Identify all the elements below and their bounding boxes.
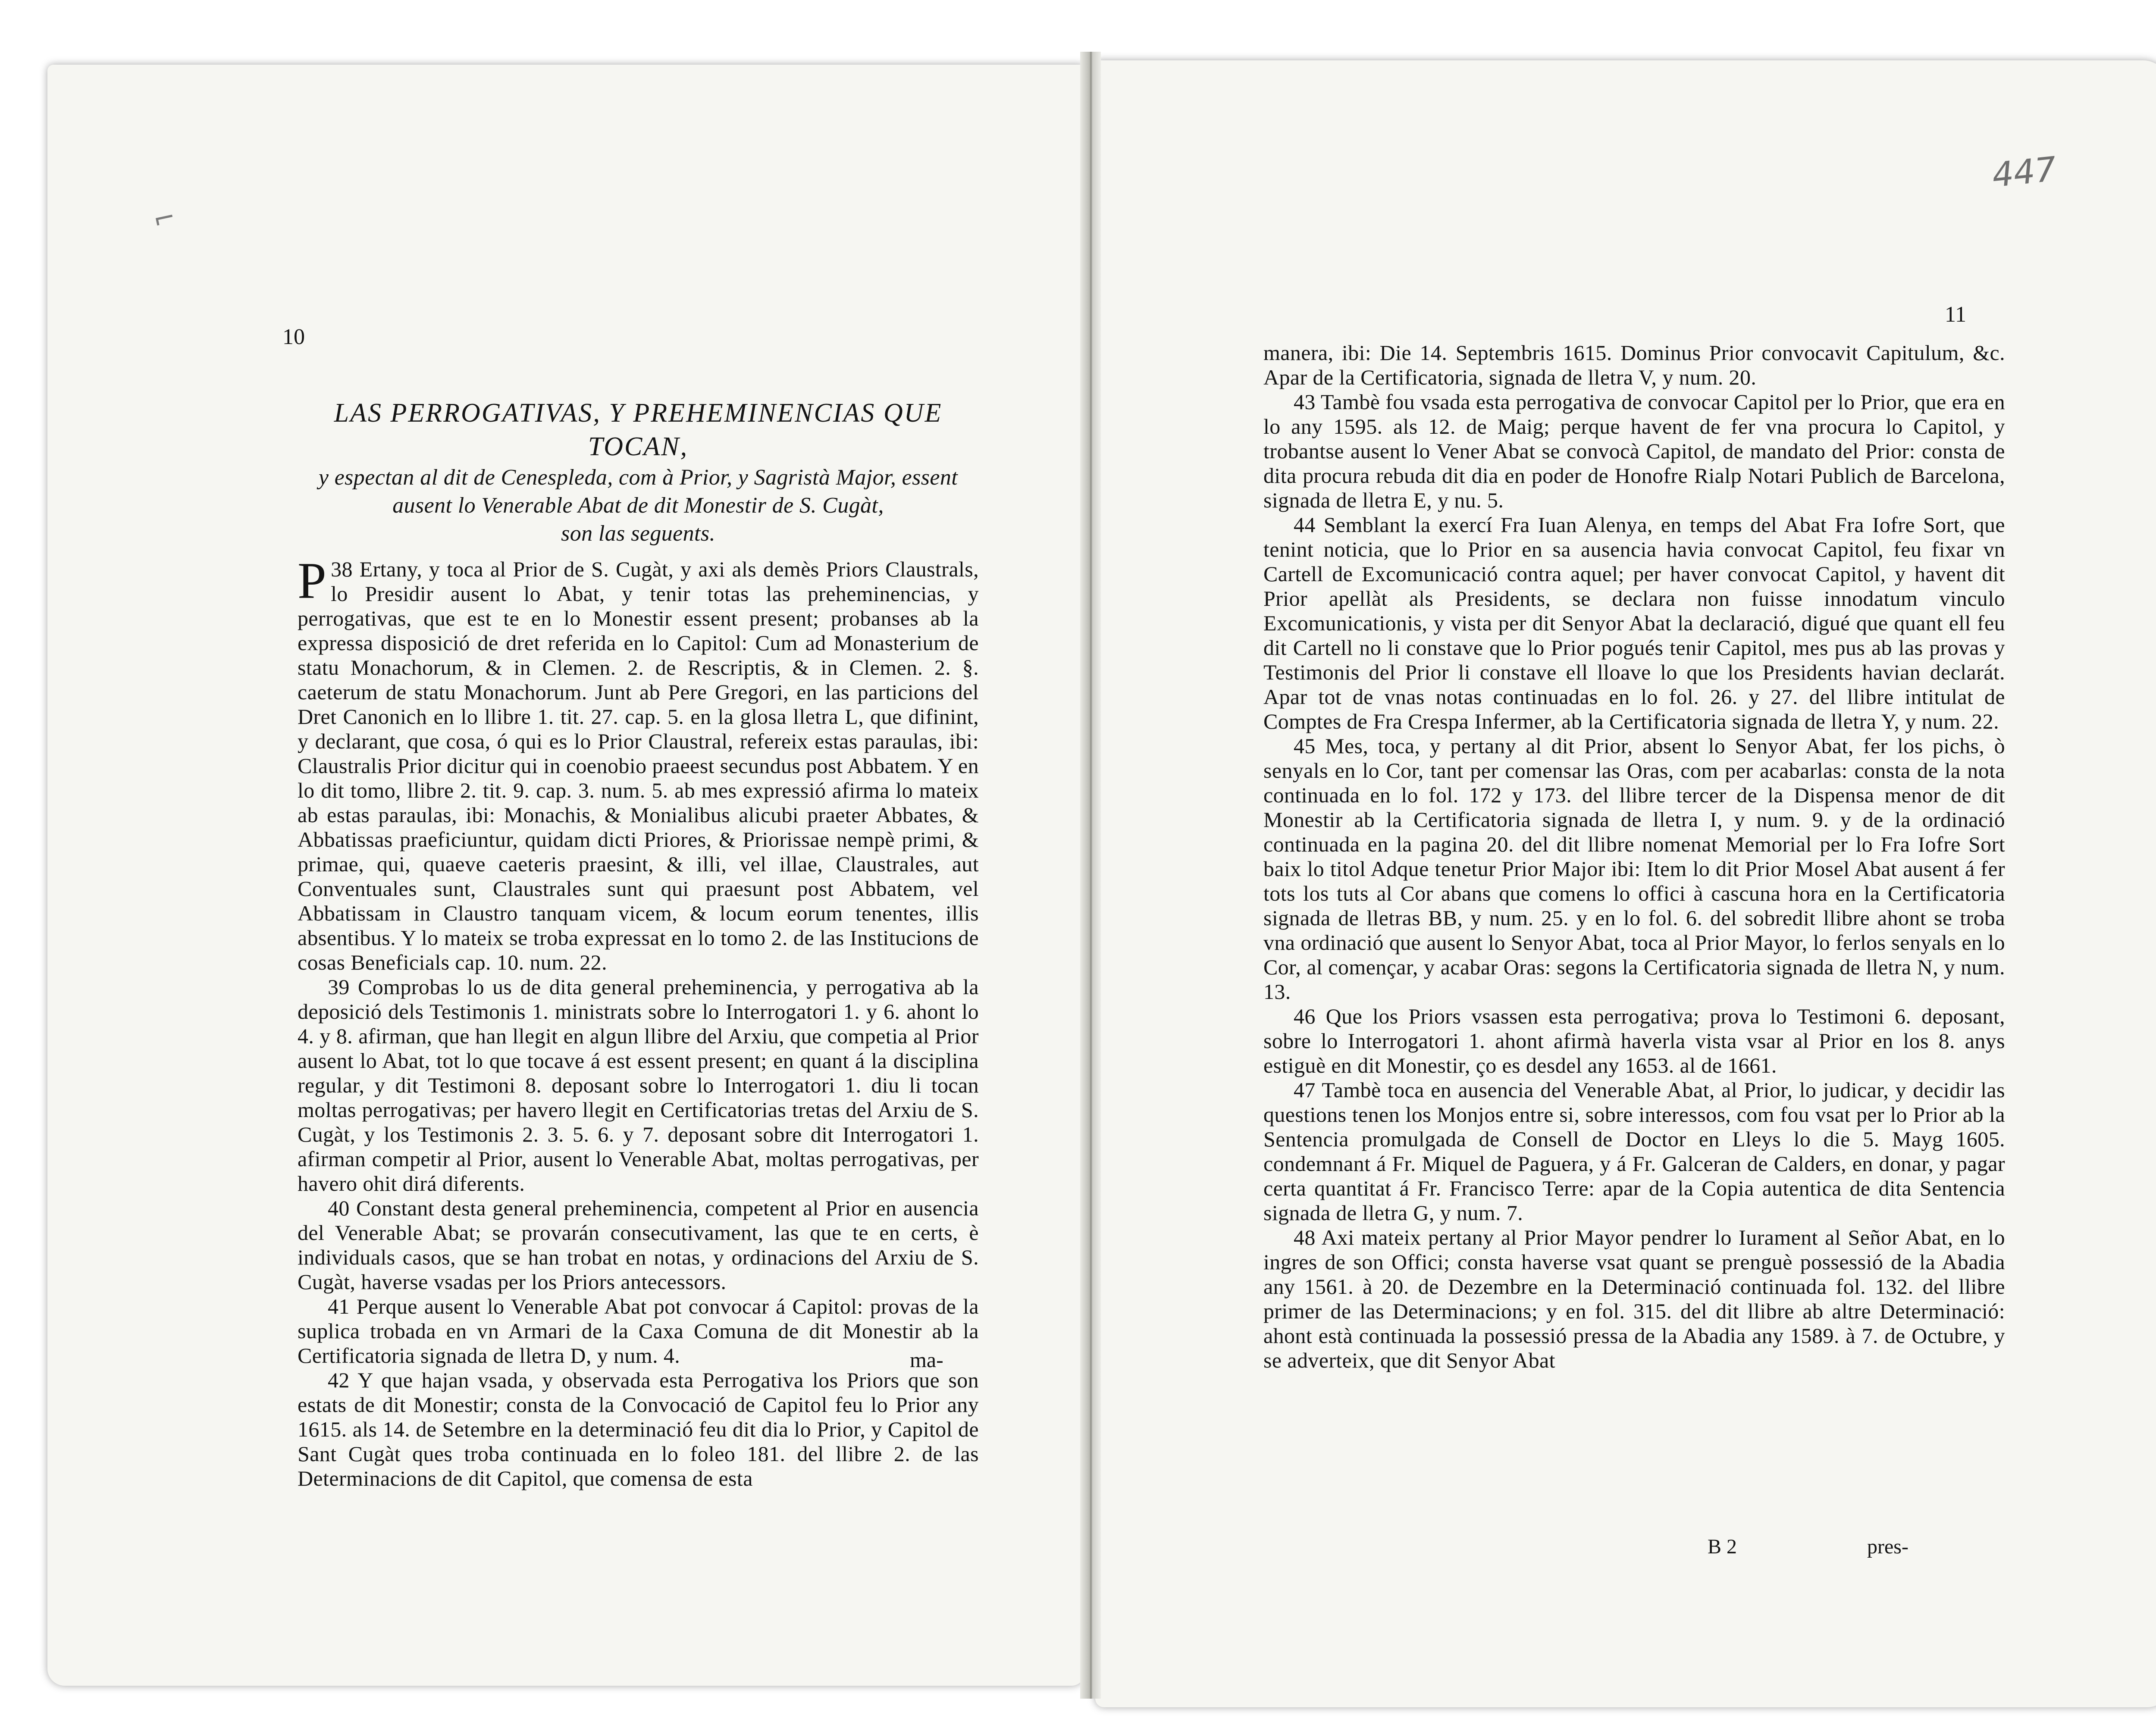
- paragraph-text: Axi mateix pertany al Prior Mayor pendrer lo Iurament al Señor Abat, en lo ingres de son Offici; consta haverse vsat quant se prenguè possessió de la Abadia any 1561. à 20. de Dezembre en la Determinació continuada fol. 132. del llibre primer de las Determinacions; y en fol. 315. del dit llibre ab altre Determinació: ahont està continuada la possessió pressa de la Abadia any 1589. à 7. de Octubre, y se adverteix, que dit Senyor Abat: [1263, 1225, 2005, 1372]
- paragraph-41: [298, 1294, 979, 1368]
- heading-line-1: LAS PERROGATIVAS, Y PREHEMINENCIAS QUE TOCAN,: [334, 398, 943, 461]
- paragraph-continued: [1263, 341, 2005, 390]
- paragraph-number: 42: [328, 1368, 350, 1392]
- paragraph-text: manera, ibi: Die 14. Septembris 1615. Dominus Prior convocavit Capitulum, &c. Apar de la Certificatoria, signada de lletra V, y num. 20.: [1263, 341, 2005, 389]
- paragraph-number: 40: [328, 1196, 350, 1220]
- section-heading: [298, 397, 979, 548]
- paragraph-44: [1263, 513, 2005, 734]
- book-gutter: [1080, 52, 1101, 1699]
- heading-line-2: y espectan al dit de Cenespleda, com à Prior, y Sagristà Major, essent: [318, 465, 958, 490]
- paragraph-43: [1263, 390, 2005, 513]
- paragraph-text: Semblant la exercí Fra Iuan Alenya, en temps del Abat Fra Iofre Sort, que tenint noticia, que lo Prior en sa ausencia havia convocat Capitol, feu fixar vn Cartell de Excomunicació contra aquel; per haver convocat Capitol, y havent dit Prior apellàt als Presidents, se declara non fuisse innodatum vinculo Excomunicationis, y vista per dit Senyor Abat la declaració, digué que quant ell feu dit Cartell no li constave que lo Prior pogués tenir Capitol, mes pus ab las provas y Testimonis del Prior li constave ell lloave lo que los Presidents havian declarát. Apar tot de vnas notas continuadas en lo fol. 26. y 27. del llibre intitulat de Comptes de Fra Crespa Infermer, ab la Certificatoria signada de lletra Y, y num. 22.: [1263, 513, 2006, 733]
- paragraph-39: [298, 975, 979, 1196]
- paragraph-47: [1263, 1078, 2005, 1225]
- left-page-text: [298, 397, 979, 1491]
- right-page-text: [1263, 341, 2005, 1373]
- catchword-left: ma-: [910, 1348, 943, 1372]
- paragraph-number: 38: [331, 557, 353, 581]
- heading-line-3: ausent lo Venerable Abat de dit Monestir de S. Cugàt,: [392, 493, 884, 518]
- paragraph-42: [298, 1368, 979, 1491]
- paragraph-text: Comprobas lo us de dita general preheminencia, y perrogativa ab la deposició dels Testimonis 1. ministrats sobre lo Interrogatori 1. y 6. ahont lo 4. y 8. afirman, que han llegit en algun llibre del Arxiu, que competia al Prior ausent lo Abat, tot lo que tocave á est essent present; en quant á la disciplina regular, y dit Testimoni 8. deposant sobre lo Interrogatori 1. diu li tocan moltas perrogativas; per havero llegit en Certificatorias tretas del Arxiu de S. Cugàt, y los Testimonis 2. 3. 5. 6. y 7. deposant sobre dit Interrogatori 1. afirman competir al Prior, ausent lo Venerable Abat, moltas perrogativas, per havero ohit dirá diferents.: [298, 975, 979, 1196]
- paragraph-number: 43: [1294, 390, 1316, 414]
- ink-mark: ⌐: [150, 200, 179, 236]
- paragraph-text: Que los Priors vsassen esta perrogativa; prova lo Testimoni 6. deposant, sobre lo Interrogatori 1. ahont afirmà haverla vista vsar al Prior en los 8. anys estiguè en dit Monestir, ço es desdel any 1653. al de 1661.: [1263, 1004, 2005, 1077]
- paragraph-text: Perque ausent lo Venerable Abat pot convocar á Capitol: provas de la suplica trobada en vn Armari de la Caxa Comuna de dit Monestir ab la Certificatoria signada de lletra D, y num. 4.: [298, 1294, 979, 1368]
- paragraph-text: Tambè fou vsada esta perrogativa de convocar Capitol per lo Prior, que era en lo any 1595. als 12. de Maig; perque havent de fer vna procura lo Capitol, y trobantse ausent lo Vener Abat se convocà Capitol, de mandato del Prior: consta de dita procura rebuda dit dia en poder de Honofre Rialp Notari Publich de Barcelona, signada de lletra E, y nu. 5.: [1263, 390, 2006, 512]
- paragraph-text: Constant desta general preheminencia, competent al Prior en ausencia del Venerable Abat; se provarán consecutivament, las que te en certs, è individuals casos, que se han trobat en notas, y ordinacions del Arxiu de S. Cugàt, haverse vsadas per los Priors antecessors.: [298, 1196, 979, 1294]
- paragraph-number: 41: [328, 1294, 350, 1318]
- paragraph-number: 45: [1294, 734, 1316, 758]
- paragraph-46: [1263, 1004, 2005, 1078]
- paragraph-48: [1263, 1225, 2005, 1373]
- paragraph-text: Ertany, y toca al Prior de S. Cugàt, y axi als demès Priors Claustrals, lo Presidir ausent lo Abat, y tenir totas las preheminencias, y perrogativas, que est te en lo Monestir essent present; probanses ab la expressa disposició de dret referida en lo Capitol: Cum ad Monasterium de statu Monachorum, & in Clemen. 2. de Rescriptis, & in Clemen. 2. §. caeterum de statu Monachorum. Junt ab Pere Gregori, en las particions del Dret Canonich en lo llibre 1. tit. 27. cap. 5. en la glosa lletra L, que difinint, y declarant, que cosa, ó qui es lo Prior Claustral, refereix estas paraulas, ibi: Claustralis Prior dicitur qui in coenobio praeest secundus post Abbatem. Y en lo dit tomo, llibre 2. tit. 9. cap. 3. num. 5. ab mes expressió afirma lo mateix ab estas paraulas, ibi: Monachis, & Monialibus alicubi praeter Abbates, & Abbatissas praeficiuntur, quidam dicti Priores, & Priorissae nempè primi, & primae, qui, quaeve caeteris praesint, & illi, vel illae, Claustrales, aut Conventuales sunt, Claustrales sunt qui praesunt post Abbatem, vel Abbatissam in Claustro tanquam vicem, & locum eorum tenentes, illis absentibus. Y lo mateix se troba expressat en lo tomo 2. de las Institucions de cosas Beneficials cap. 10. num. 22.: [298, 557, 979, 974]
- paragraph-number: 46: [1294, 1004, 1316, 1028]
- archive-number: 447: [1990, 150, 2059, 195]
- folio-number-left: 10: [282, 325, 305, 349]
- paragraph-number: 47: [1294, 1078, 1316, 1102]
- paragraph-text: Y que hajan vsada, y observada esta Perrogativa los Priors que son estats de dit Monestir; consta de la Convocació de Capitol feu lo Prior any 1615. als 14. de Setembre en la determinació feu dit dia lo Prior, y Capitol de Sant Cugàt ques troba continuada en lo foleo 181. del llibre 2. de las Determinacions de dit Capitol, que comensa de esta: [298, 1368, 979, 1490]
- catchword-right: pres-: [1867, 1535, 1908, 1558]
- folio-number-right: 11: [1945, 302, 1967, 327]
- drop-cap: P: [298, 552, 327, 609]
- paragraph-number: 44: [1294, 513, 1316, 537]
- signature-mark: B 2: [1708, 1535, 1737, 1558]
- paragraph-number: 39: [328, 975, 350, 999]
- heading-line-4: son las seguents.: [561, 521, 715, 546]
- paragraph-40: [298, 1196, 979, 1294]
- paragraph-text: Mes, toca, y pertany al dit Prior, absent lo Senyor Abat, fer los pichs, ò senyals en lo Cor, tant per comensar las Oras, com per acabarlas: consta de la nota continuada en lo fol. 172 y 173. del llibre tercer de la Dispensa menor de dit Monestir ab la Certificatoria signada de lletra I, y num. 9. y de la ordinació continuada en la pagina 20. del dit llibre nomenat Memorial per lo Fra Iofre Sort baix lo titol Adque tenetur Prior Major ibi: Item lo dit Prior Mosel Abat ausent á fer tots los tuts al Cor abans que comens lo offici à cascuna hora en la Certificatoria signada de lletras BB, y num. 25. y en lo fol. 6. del sobredit llibre ahont se troba vna ordinació que ausent lo Senyor Abat, toca al Prior Mayor, lo ferlos senyals en lo Cor, al començar, y acabar Oras: segons la Certificatoria signada de lletra N, y num. 13.: [1263, 734, 2005, 1004]
- paragraph-45: [1263, 734, 2005, 1004]
- paragraph-38: [298, 552, 979, 975]
- paragraph-number: 48: [1294, 1225, 1316, 1249]
- paragraph-text: Tambè toca en ausencia del Venerable Abat, al Prior, lo judicar, y decidir las questions tenen los Monjos entre si, sobre interessos, com fou vsat per lo Prior ab la Sentencia promulgada de Consell de Doctor en Lleys lo die 5. Mayg 1605. condemnant á Fr. Miquel de Paguera, y á Fr. Galceran de Calders, en donar, y pagar certa quantitat á Fr. Francisco Terre: apar de la Copia autentica de dita Sentencia signada de lletra G, y num. 7.: [1263, 1078, 2006, 1225]
